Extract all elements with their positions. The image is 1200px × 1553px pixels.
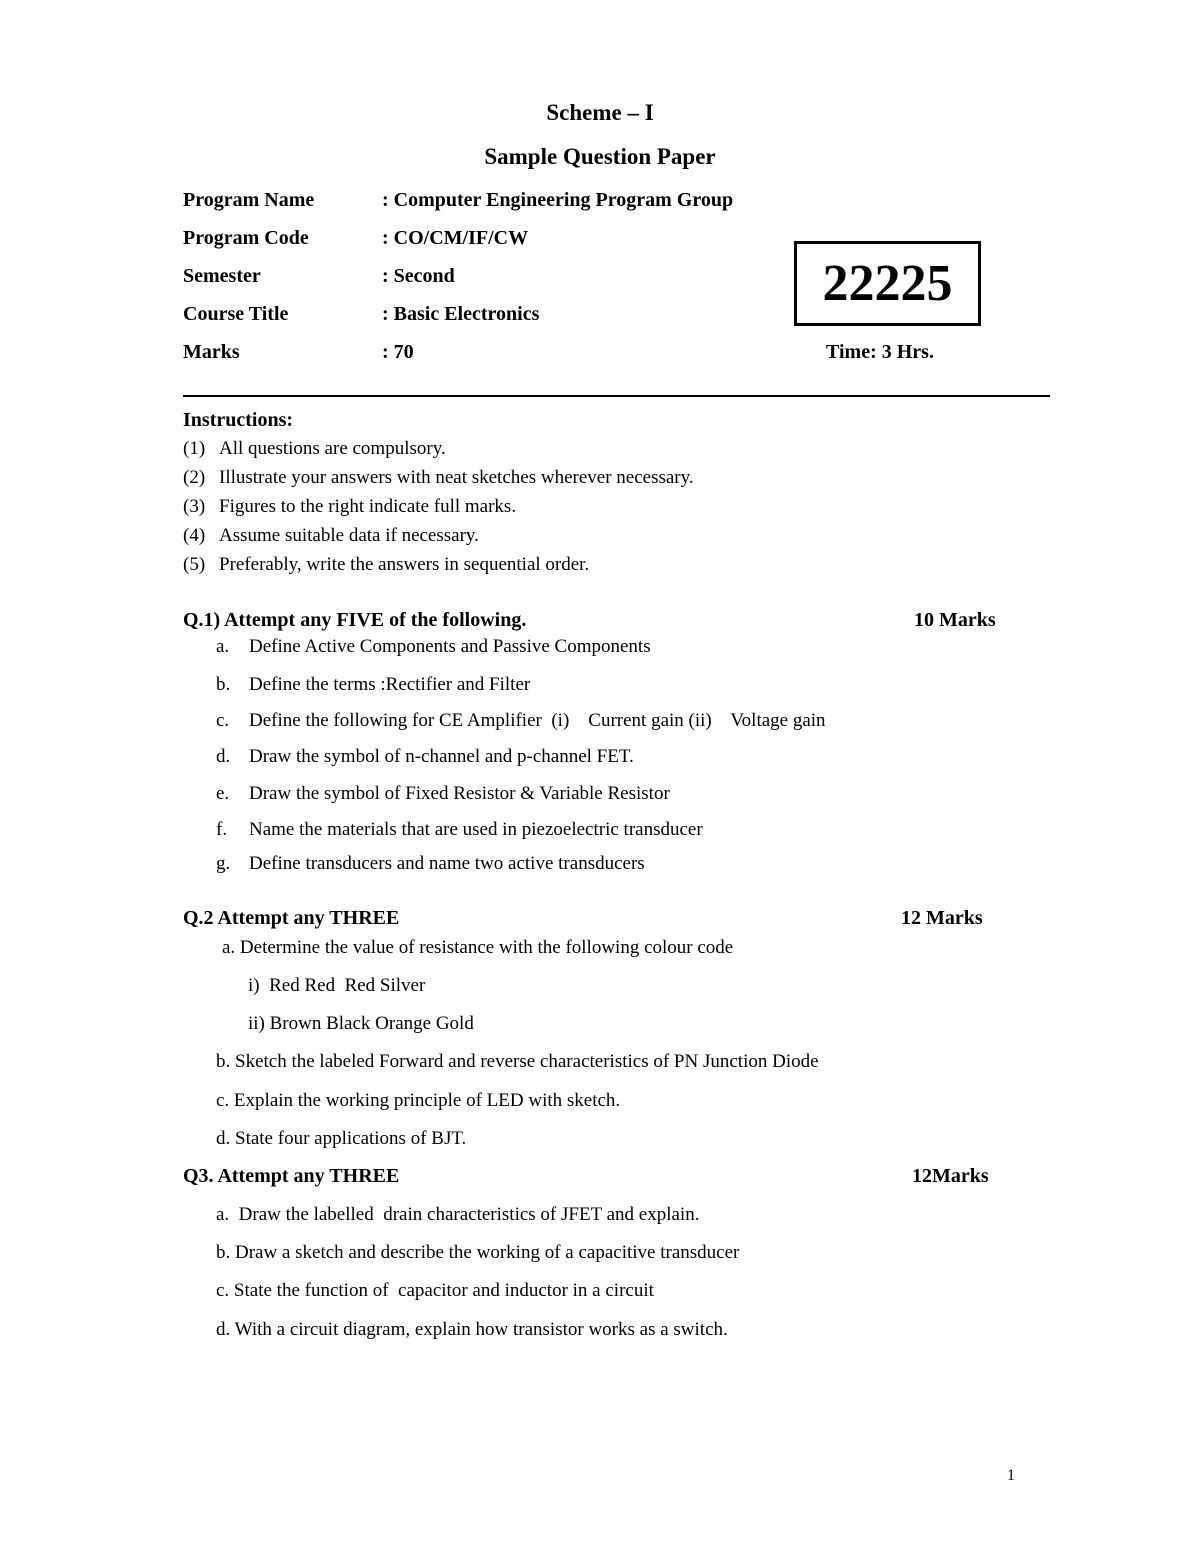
question-2-item: d. State four applications of BJT. bbox=[216, 1128, 467, 1149]
instruction-item bbox=[183, 467, 694, 489]
instruction-text: Figures to the right indicate full marks. bbox=[219, 496, 517, 517]
question-1-item bbox=[216, 783, 670, 805]
marks-value: : 70 bbox=[382, 341, 414, 363]
question-1-item bbox=[216, 746, 634, 768]
item-text: Define the following for CE Amplifier (i) Current gain (ii) Voltage gain bbox=[249, 710, 826, 731]
item-text: Define transducers and name two active transducers bbox=[249, 853, 645, 874]
page-number: 1 bbox=[1007, 1467, 1015, 1484]
instruction-text: Illustrate your answers with neat sketches wherever necessary. bbox=[219, 467, 694, 488]
question-3-item: c. State the function of capacitor and inductor in a circuit bbox=[216, 1280, 654, 1301]
marks-label: Marks bbox=[183, 341, 240, 363]
instruction-number: (3) bbox=[183, 496, 206, 517]
question-3-heading: Q3. Attempt any THREE bbox=[183, 1165, 400, 1187]
question-2-item: a. Determine the value of resistance with the following colour code bbox=[222, 937, 734, 958]
item-text: Name the materials that are used in piezoelectric transducer bbox=[249, 819, 703, 840]
item-text: Define Active Components and Passive Components bbox=[249, 636, 651, 657]
program-name-label: Program Name bbox=[183, 189, 315, 211]
program-name-value: : Computer Engineering Program Group bbox=[382, 189, 734, 211]
semester-label: Semester bbox=[183, 265, 261, 287]
item-letter: d. bbox=[216, 746, 231, 767]
time-value: Time: 3 Hrs. bbox=[826, 341, 934, 363]
instruction-number: (4) bbox=[183, 525, 206, 546]
program-code-value: : CO/CM/IF/CW bbox=[382, 227, 529, 249]
instruction-text: All questions are compulsory. bbox=[219, 438, 446, 459]
instruction-item bbox=[183, 525, 479, 547]
item-text: Define the terms :Rectifier and Filter bbox=[249, 674, 531, 695]
instruction-item bbox=[183, 554, 589, 576]
question-1-item bbox=[216, 636, 651, 658]
question-3-item: d. With a circuit diagram, explain how transistor works as a switch. bbox=[216, 1319, 728, 1340]
course-title-value: : Basic Electronics bbox=[382, 303, 540, 325]
question-1-heading: Q.1) Attempt any FIVE of the following. bbox=[183, 609, 527, 631]
instruction-item bbox=[183, 496, 516, 518]
question-2-marks: 12 Marks bbox=[901, 907, 983, 929]
question-2-subitem: i) Red Red Red Silver bbox=[248, 975, 426, 996]
question-3-item: b. Draw a sketch and describe the working of a capacitive transducer bbox=[216, 1242, 740, 1263]
item-text: Draw the symbol of n-channel and p-channel FET. bbox=[249, 746, 634, 767]
instruction-number: (5) bbox=[183, 554, 206, 575]
question-1-item bbox=[216, 819, 703, 841]
question-3-item: a. Draw the labelled drain characteristics of JFET and explain. bbox=[216, 1204, 700, 1225]
question-1-item bbox=[216, 674, 530, 696]
question-2-subitem: ii) Brown Black Orange Gold bbox=[248, 1013, 474, 1034]
item-letter: e. bbox=[216, 783, 230, 804]
question-2-item: b. Sketch the labeled Forward and reverse characteristics of PN Junction Diode bbox=[216, 1051, 819, 1072]
paper-title: Sample Question Paper bbox=[484, 144, 716, 169]
question-1-item bbox=[216, 853, 645, 875]
question-2-heading: Q.2 Attempt any THREE bbox=[183, 907, 400, 929]
instructions-heading: Instructions: bbox=[183, 409, 294, 431]
program-code-label: Program Code bbox=[183, 227, 309, 249]
item-text: Draw the symbol of Fixed Resistor & Variable Resistor bbox=[249, 783, 670, 804]
course-title-label: Course Title bbox=[183, 303, 289, 325]
scheme-title: Scheme – I bbox=[546, 100, 654, 125]
item-letter: c. bbox=[216, 710, 230, 731]
instruction-text: Preferably, write the answers in sequential order. bbox=[219, 554, 590, 575]
item-letter: b. bbox=[216, 674, 231, 695]
instruction-number: (2) bbox=[183, 467, 206, 488]
course-code-box: 22225 bbox=[794, 241, 981, 326]
instruction-number: (1) bbox=[183, 438, 206, 459]
question-1-item bbox=[216, 710, 826, 732]
semester-value: : Second bbox=[382, 265, 455, 287]
item-letter: a. bbox=[216, 636, 230, 657]
instruction-item bbox=[183, 438, 446, 460]
item-letter: f. bbox=[216, 819, 228, 840]
question-2-item: c. Explain the working principle of LED with sketch. bbox=[216, 1090, 621, 1111]
instruction-text: Assume suitable data if necessary. bbox=[219, 525, 479, 546]
item-letter: g. bbox=[216, 853, 231, 874]
question-3-marks: 12Marks bbox=[912, 1165, 989, 1187]
question-1-marks: 10 Marks bbox=[914, 609, 996, 631]
header-divider bbox=[183, 395, 1050, 397]
